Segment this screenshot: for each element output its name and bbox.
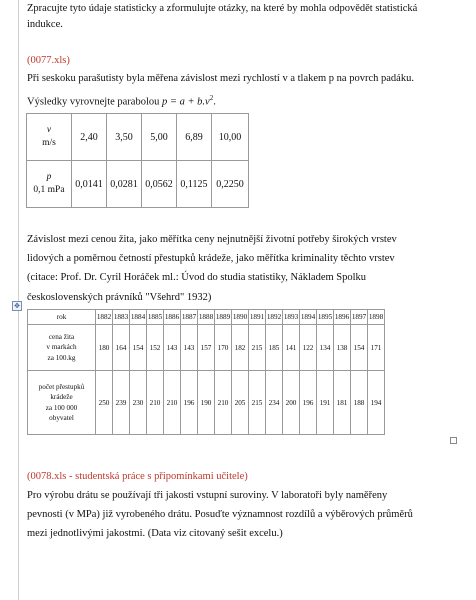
section3-line-2: pevnosti (v MPa) již vyrobeného drátu. Posuďte významnost rozdílů a výběrových průměrů <box>27 509 413 520</box>
year-cell: 1897 <box>351 310 368 325</box>
table-cell: 0,0141 <box>72 161 107 208</box>
price-cell: 141 <box>283 325 300 371</box>
price-cell: 122 <box>300 325 317 371</box>
price-cell: 138 <box>334 325 351 371</box>
section2-line-3: (citace: Prof. Dr. Cyril Horáček ml.: Úvod do studia statistiky, Nákladem Spolku <box>27 272 367 283</box>
crime-cell: 181 <box>334 371 351 435</box>
year-cell: 1896 <box>334 310 351 325</box>
crime-cell: 194 <box>368 371 385 435</box>
price-cell: 215 <box>249 325 266 371</box>
crime-cell: 210 <box>164 371 181 435</box>
intro-line-1: Zpracujte tyto údaje statisticky a zformulujte otázky, na které by mohla odpovědět statistická <box>27 3 418 14</box>
table-row <box>27 114 249 161</box>
crime-label-4: obyvatel <box>49 414 74 422</box>
year-cell: 1891 <box>249 310 266 325</box>
crime-cell: 190 <box>198 371 215 435</box>
section3-file: (0078.xls - studentská práce s připomínkami učitele) <box>27 471 248 482</box>
section1-line-2 <box>27 89 216 112</box>
table-cell: 0,0281 <box>107 161 142 208</box>
price-cell: 152 <box>147 325 164 371</box>
price-cell: 180 <box>96 325 113 371</box>
table-cell: 3,50 <box>107 114 142 161</box>
table-cell: 0,2250 <box>212 161 249 208</box>
price-cell: 134 <box>317 325 334 371</box>
year-cell: 1898 <box>368 310 385 325</box>
crime-cell: 234 <box>266 371 283 435</box>
crime-cell: 250 <box>96 371 113 435</box>
price-cell: 185 <box>266 325 283 371</box>
crime-cell: 210 <box>215 371 232 435</box>
price-header <box>28 325 96 371</box>
pressure-unit: 0,1 mPa <box>33 185 65 195</box>
price-cell: 164 <box>113 325 130 371</box>
table-row <box>28 325 385 371</box>
section1-line-2-text: Výsledky vyrovnejte parabolou <box>27 96 160 108</box>
crime-cell: 200 <box>283 371 300 435</box>
section3-line-1: Pro výrobu drátu se používají tři jakosti vstupní suroviny. V laboratoři byly naměřeny <box>27 490 388 501</box>
crime-cell: 196 <box>300 371 317 435</box>
year-cell: 1886 <box>164 310 181 325</box>
crime-label-3: za 100 000 <box>45 403 78 412</box>
year-cell: 1889 <box>215 310 232 325</box>
pressure-symbol: p <box>46 172 52 182</box>
intro-line-2: indukce. <box>27 19 63 30</box>
crime-cell: 188 <box>351 371 368 435</box>
resize-handle-icon[interactable] <box>450 437 457 444</box>
velocity-unit: m/s <box>42 138 56 148</box>
crime-cell: 230 <box>130 371 147 435</box>
price-label-1: cena žita <box>48 332 75 341</box>
formula-period: . <box>213 96 216 108</box>
crime-header <box>28 371 96 435</box>
section3-line-3: mezi jednotlivými jakostmi. (Data viz citovaný sešit excelu.) <box>27 528 283 539</box>
crime-cell: 239 <box>113 371 130 435</box>
crime-cell: 205 <box>232 371 249 435</box>
price-cell: 143 <box>164 325 181 371</box>
section2-line-4: československých právníků "Všehrd" 1932) <box>27 292 212 303</box>
year-cell: 1895 <box>317 310 334 325</box>
year-header: rok <box>28 310 96 325</box>
section1-file: (0077.xls) <box>27 55 70 66</box>
price-label-3: za 100.kg <box>47 353 76 362</box>
price-cell: 157 <box>198 325 215 371</box>
formula-exponent: 2 <box>209 94 214 102</box>
velocity-symbol: v <box>46 125 52 135</box>
price-cell: 154 <box>130 325 147 371</box>
table-cell: 2,40 <box>72 114 107 161</box>
year-cell: 1887 <box>181 310 198 325</box>
year-cell: 1888 <box>198 310 215 325</box>
table-cell: 0,0562 <box>142 161 177 208</box>
section2-line-2: lidových a poměrnou četností přestupků krádeže, jako měřítka kriminality těchto vrstev <box>27 253 395 264</box>
price-label-2: v markách <box>46 343 77 352</box>
price-cell: 143 <box>181 325 198 371</box>
year-cell: 1892 <box>266 310 283 325</box>
crime-label-1: počet přestupků <box>38 382 85 391</box>
crime-cell: 210 <box>147 371 164 435</box>
move-handle-icon[interactable]: ✥ <box>12 301 22 311</box>
section1-line-1: Při seskoku parašutisty byla měřena závislost mezi rychlostí v a tlakem p na povrch padáku. <box>27 73 414 84</box>
price-cell: 182 <box>232 325 249 371</box>
year-cell: 1882 <box>96 310 113 325</box>
year-cell: 1884 <box>130 310 147 325</box>
year-cell: 1890 <box>232 310 249 325</box>
year-cell: 1885 <box>147 310 164 325</box>
price-cell: 170 <box>215 325 232 371</box>
price-cell: 171 <box>368 325 385 371</box>
velocity-header <box>27 114 72 161</box>
parachute-table <box>26 113 249 208</box>
pressure-header <box>27 161 72 208</box>
year-cell: 1893 <box>283 310 300 325</box>
year-cell: 1883 <box>113 310 130 325</box>
rye-crime-table <box>27 309 385 435</box>
crime-cell: 215 <box>249 371 266 435</box>
section2-line-1: Závislost mezi cenou žita, jako měřítka ceny nejnutnější životní potřeby širokých vrstev <box>27 234 397 245</box>
crime-cell: 196 <box>181 371 198 435</box>
table-row <box>27 161 249 208</box>
table-cell: 0,1125 <box>177 161 212 208</box>
table-cell: 6,89 <box>177 114 212 161</box>
crime-label-2: krádeže <box>50 393 73 401</box>
table-cell: 10,00 <box>212 114 249 161</box>
price-cell: 154 <box>351 325 368 371</box>
table-row <box>28 310 385 325</box>
table-row <box>28 371 385 435</box>
parabola-formula: p = a + b.v <box>162 96 210 108</box>
year-cell: 1894 <box>300 310 317 325</box>
crime-cell: 191 <box>317 371 334 435</box>
page-margin-line <box>18 0 19 600</box>
table-cell: 5,00 <box>142 114 177 161</box>
